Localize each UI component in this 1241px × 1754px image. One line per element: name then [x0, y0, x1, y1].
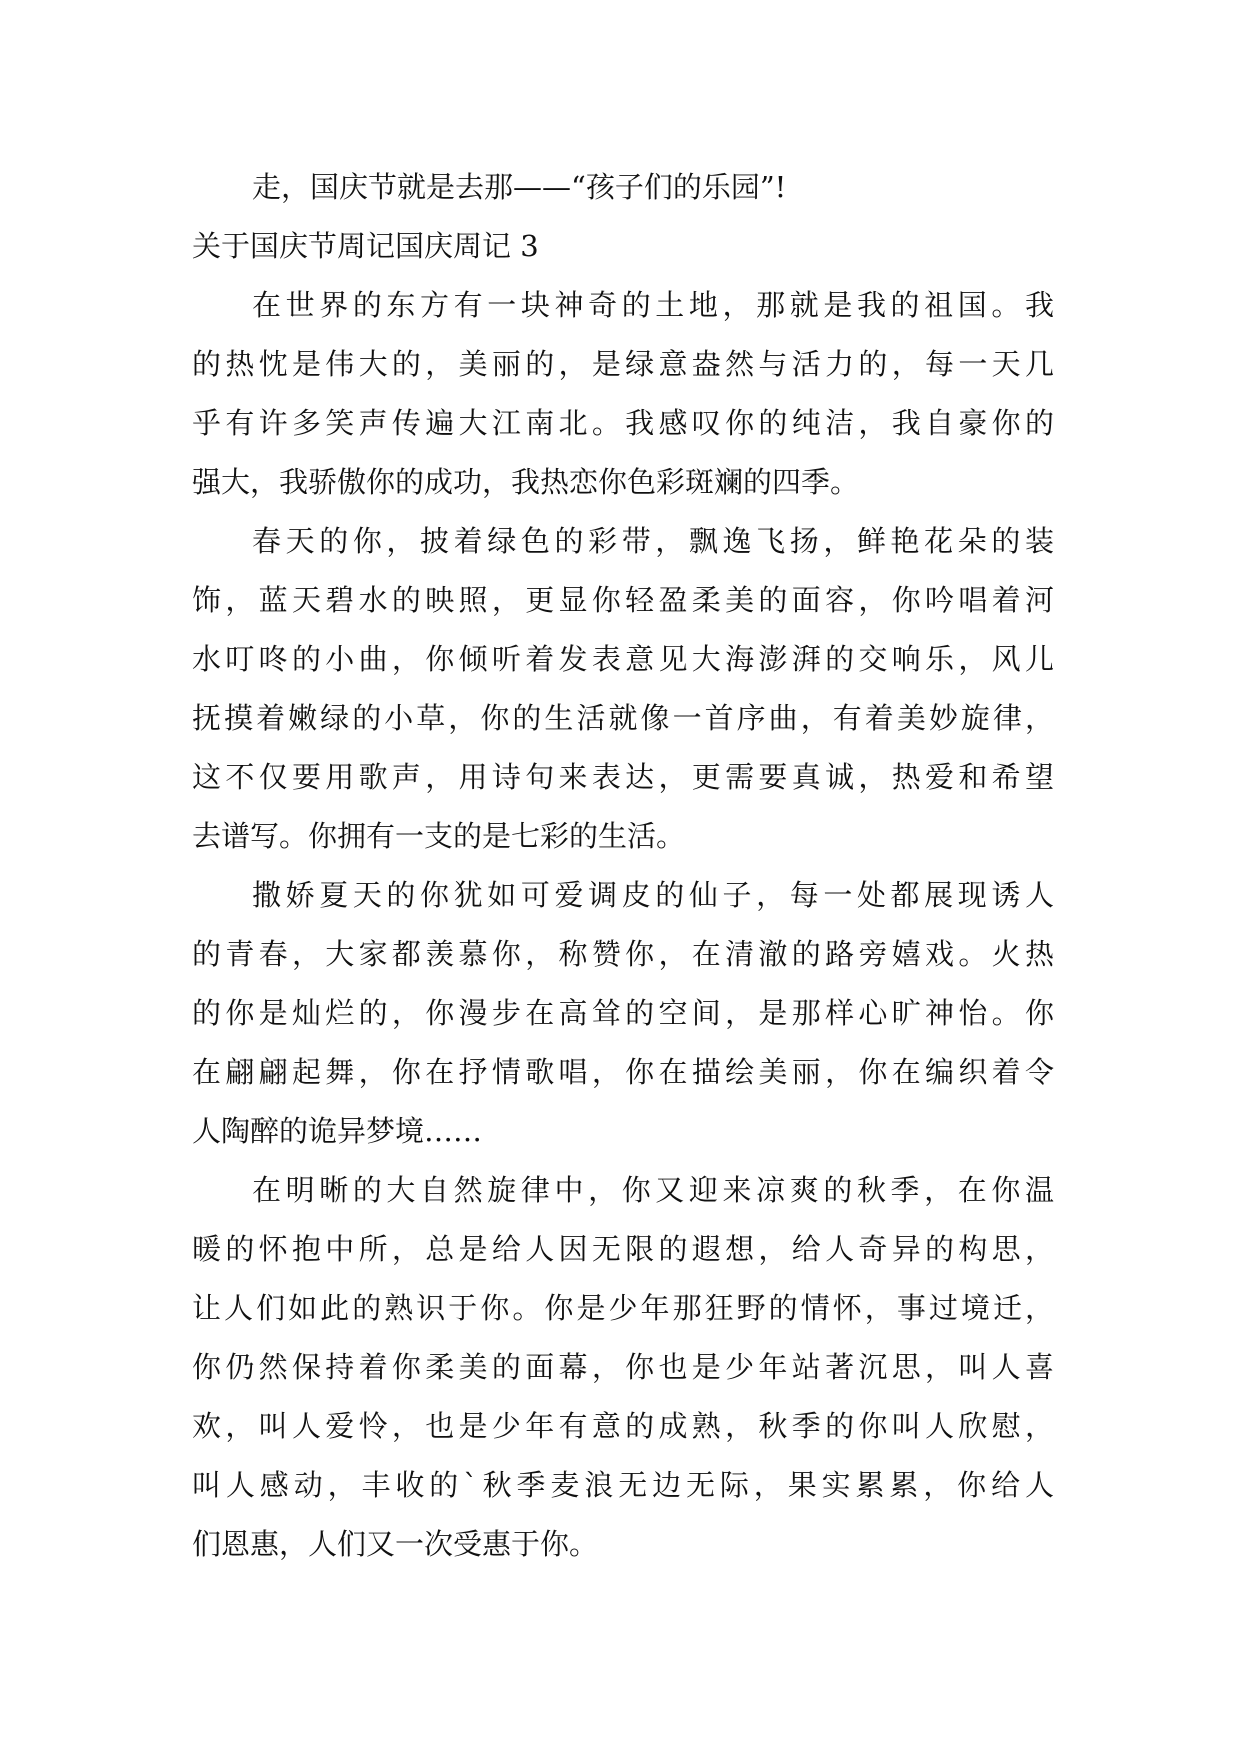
- intro-line: 走，国庆节就是去那——“孩子们的乐园”!: [252, 170, 787, 204]
- paragraph-line: 欢，叫人爱怜，也是少年有意的成熟，秋季的你叫人欣慰，: [192, 1409, 1054, 1443]
- paragraph-line: 这不仅要用歌声，用诗句来表达，更需要真诚，热爱和希望: [192, 760, 1054, 794]
- paragraph-line: 撒娇夏天的你犹如可爱调皮的仙子，每一处都展现诱人: [252, 878, 1054, 912]
- paragraph-line: 的热忱是伟大的，美丽的，是绿意盎然与活力的，每一天几: [192, 347, 1054, 381]
- paragraph-line: 春天的你，披着绿色的彩带，飘逸飞扬，鲜艳花朵的装: [252, 524, 1054, 558]
- paragraph-1: [192, 276, 1054, 512]
- paragraph-line: 在翩翩起舞，你在抒情歌唱，你在描绘美丽，你在编织着令: [192, 1055, 1054, 1089]
- section-heading: 关于国庆节周记国庆周记 3: [192, 229, 539, 263]
- paragraph-line: 你仍然保持着你柔美的面幕，你也是少年站著沉思，叫人喜: [192, 1350, 1054, 1384]
- paragraph-line: 暖的怀抱中所，总是给人因无限的遐想，给人奇异的构思，: [192, 1232, 1054, 1266]
- paragraph-2: [192, 512, 1054, 866]
- paragraph-3: [192, 866, 1054, 1161]
- paragraph-line: 抚摸着嫩绿的小草，你的生活就像一首序曲，有着美妙旋律，: [192, 701, 1054, 735]
- paragraph-line: 人陶醉的诡异梦境……: [192, 1114, 483, 1148]
- paragraph-line: 水叮咚的小曲，你倾听着发表意见大海澎湃的交响乐，风儿: [192, 642, 1054, 676]
- paragraph-line: 强大，我骄傲你的成功，我热恋你色彩斑斓的四季。: [192, 465, 860, 499]
- paragraph-line: 在世界的东方有一块神奇的土地，那就是我的祖国。我: [252, 288, 1054, 322]
- paragraph-line: 的你是灿烂的，你漫步在高耸的空间，是那样心旷神怡。你: [192, 996, 1054, 1030]
- paragraph-line: 们恩惠，人们又一次受惠于你。: [192, 1527, 599, 1561]
- paragraph-line: 的青春，大家都羡慕你，称赞你，在清澈的路旁嬉戏。火热: [192, 937, 1054, 971]
- document-page: [192, 158, 1054, 1574]
- paragraph-line: 饰，蓝天碧水的映照，更显你轻盈柔美的面容，你吟唱着河: [192, 583, 1054, 617]
- paragraph-line: 在明晰的大自然旋律中，你又迎来凉爽的秋季，在你温: [252, 1173, 1054, 1207]
- paragraph-line: 让人们如此的熟识于你。你是少年那狂野的情怀，事过境迁，: [192, 1291, 1054, 1325]
- paragraph-line: 乎有许多笑声传遍大江南北。我感叹你的纯洁，我自豪你的: [192, 406, 1054, 440]
- paragraph-line: 去谱写。你拥有一支的是七彩的生活。: [192, 819, 686, 853]
- paragraph-line: 叫人感动，丰收的`秋季麦浪无边无际，果实累累，你给人: [192, 1468, 1054, 1502]
- paragraph-4: [192, 1161, 1054, 1574]
